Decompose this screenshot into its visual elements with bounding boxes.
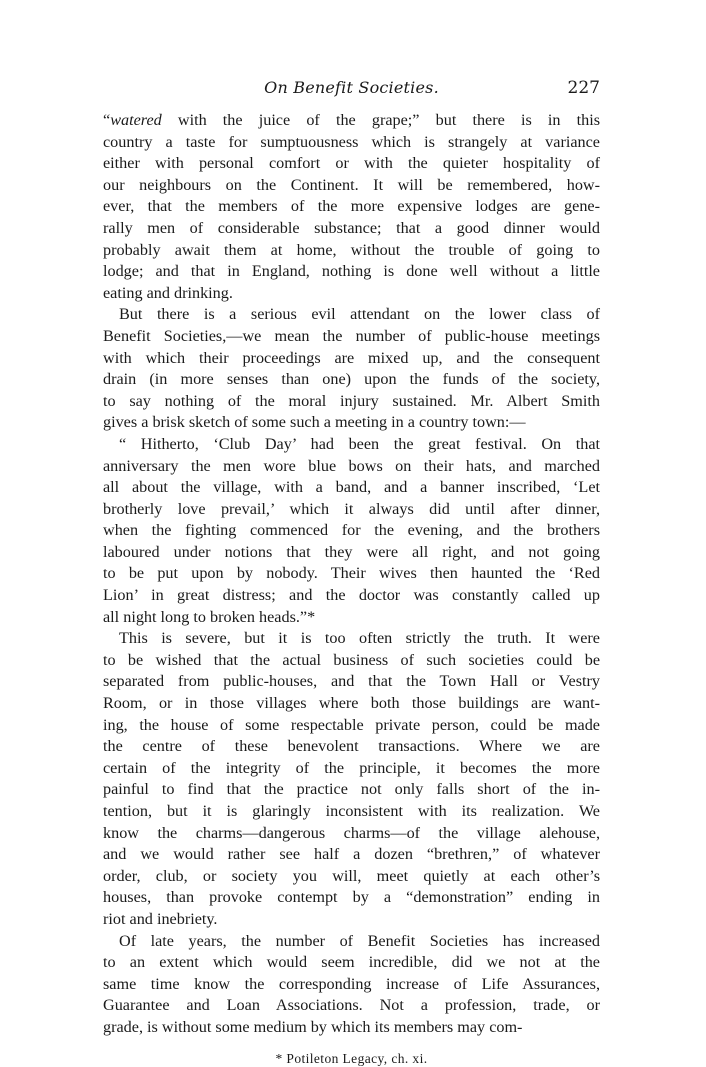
text-line: laboured under notions that they were all right, and not going — [103, 542, 600, 561]
text-line: rally men of considerable substance; that a good dinner would — [103, 218, 600, 237]
text-line: anniversary the men wore blue bows on their hats, and marched — [103, 456, 600, 475]
paragraph — [103, 434, 600, 628]
text-line: to be put upon by nobody. Their wives then haunted the ‘Red — [103, 564, 600, 583]
text-line: “watered with the juice of the grape;” but there is in this — [103, 111, 600, 129]
text-line: But there is a serious evil attendant on the lower class of — [119, 305, 600, 324]
text-line: to be wished that the actual business of such societies could be — [103, 650, 600, 669]
book-page — [103, 78, 600, 1067]
text-line: grade, is without some medium by which its members may com- — [103, 1017, 523, 1036]
paragraph — [103, 628, 600, 930]
paragraph — [103, 931, 600, 1039]
text-line: ever, that the members of the more expensive lodges are gene- — [103, 197, 600, 216]
text-line: riot and inebriety. — [103, 909, 218, 928]
text-line: gives a brisk sketch of some such a meeting in a country town:— — [103, 413, 526, 432]
text-line: houses, than provoke contempt by a “demonstration” ending in — [103, 888, 600, 907]
text-line: drain (in more senses than one) upon the funds of the society, — [103, 370, 600, 389]
text-line: probably await them at home, without the trouble of going to — [103, 240, 600, 259]
text-line: all about the village, with a band, and a banner inscribed, ‘Let — [103, 478, 600, 497]
text-line: Guarantee and Loan Associations. Not a profession, trade, or — [103, 996, 600, 1015]
body-text — [103, 110, 600, 1039]
footnote: * Potileton Legacy, ch. xi. — [275, 1050, 428, 1066]
text-line: to say nothing of the moral injury sustained. Mr. Albert Smith — [103, 391, 600, 410]
text-line: painful to find that the practice not only falls short of the in- — [103, 780, 600, 799]
text-line: with which their proceedings are mixed up, and the consequent — [103, 348, 600, 367]
text-line: tention, but it is glaringly inconsistent with its realization. We — [103, 802, 600, 820]
text-line: same time know the corresponding increase of Life Assurances, — [103, 974, 600, 993]
text-line: Benefit Societies,—we mean the number of public-house meetings — [103, 326, 600, 345]
text-line: Room, or in those villages where both those buildings are want- — [103, 694, 600, 713]
text-line: country a taste for sumptuousness which is strangely at variance — [103, 132, 600, 151]
text-line: either with personal comfort or with the quieter hospitality of — [103, 154, 600, 173]
text-line: all night long to broken heads.”* — [103, 607, 316, 626]
text-line: Of late years, the number of Benefit Societies has increased — [119, 931, 600, 950]
text-line: to an extent which would seem incredible, did we not at the — [103, 953, 600, 972]
text-line: our neighbours on the Continent. It will be remembered, how- — [103, 175, 600, 194]
text-line: certain of the integrity of the principle, it becomes the more — [103, 758, 600, 777]
paragraph — [103, 110, 600, 304]
text-line: This is severe, but it is too often strictly the truth. It were — [119, 629, 600, 648]
text-line: know the charms—dangerous charms—of the village alehouse, — [103, 823, 600, 842]
text-line: separated from public-houses, and that the Town Hall or Vestry — [103, 672, 600, 691]
text-line: Lion’ in great distress; and the doctor was constantly called up — [103, 586, 600, 605]
running-head — [103, 78, 600, 106]
text-line: and we would rather see half a dozen “brethren,” of whatever — [103, 845, 600, 864]
page-number: 227 — [567, 78, 600, 98]
text-line: brotherly love prevail,’ which it always did until after dinner, — [103, 499, 600, 518]
text-line: the centre of these benevolent transactions. Where we are — [103, 737, 600, 756]
text-line: when the fighting commenced for the evening, and the brothers — [103, 521, 600, 540]
text-line: order, club, or society you will, meet quietly at each other’s — [103, 866, 600, 885]
text-line: eating and drinking. — [103, 283, 233, 302]
running-title: On Benefit Societies. — [264, 78, 439, 97]
paragraph — [103, 304, 600, 434]
text-line: lodge; and that in England, nothing is done well without a little — [103, 262, 600, 281]
text-line: ing, the house of some respectable private person, could be made — [103, 715, 600, 734]
text-line: “ Hitherto, ‘Club Day’ had been the great festival. On that — [119, 434, 600, 453]
